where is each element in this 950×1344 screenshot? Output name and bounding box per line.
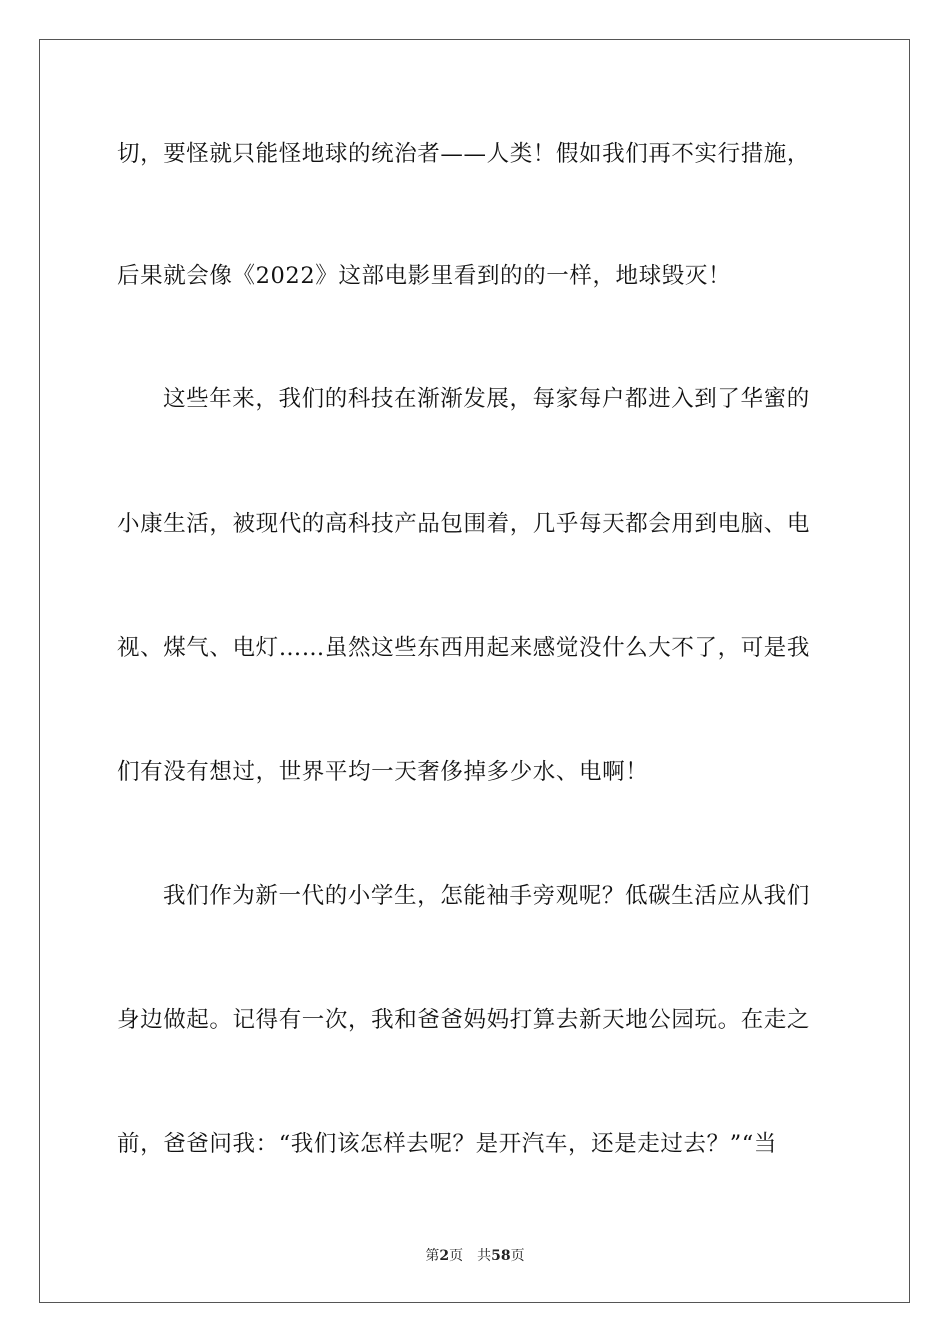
text-line: 们有没有想过，世界平均一天奢侈掉多少水、电啊！ [117,759,649,785]
page-prefix: 第 [425,1248,440,1264]
total-suffix: 页 [510,1248,525,1264]
page-number: 2 [439,1248,450,1264]
text-line: 后果就会像《2022》这部电影里看到的的一样，地球毁灭！ [117,263,732,289]
text-line: 身边做起。记得有一次，我和爸爸妈妈打算去新天地公园玩。在走之 [117,1007,811,1033]
paragraph-start-line: 我们作为新一代的小学生，怎能袖手旁观呢？低碳生活应从我们 [163,883,810,909]
page-border [39,39,910,1303]
text-line: 前，爸爸问我：“我们该怎样去呢？是开汽车，还是走过去？”“当 [117,1131,778,1157]
page-footer [0,1246,950,1266]
text-line: 小康生活，被现代的高科技产品包围着，几乎每天都会用到电脑、电 [117,511,811,537]
paragraph-start-line: 这些年来，我们的科技在渐渐发展，每家每户都进入到了华蜜的 [163,386,810,412]
total-prefix: 共 [477,1248,492,1264]
text-line: 切，要怪就只能怪地球的统治者——人类！假如我们再不实行措施， [117,141,811,167]
total-pages: 58 [491,1248,511,1264]
text-line: 视、煤气、电灯……虽然这些东西用起来感觉没什么大不了，可是我 [117,635,811,661]
page-suffix: 页 [449,1248,464,1264]
